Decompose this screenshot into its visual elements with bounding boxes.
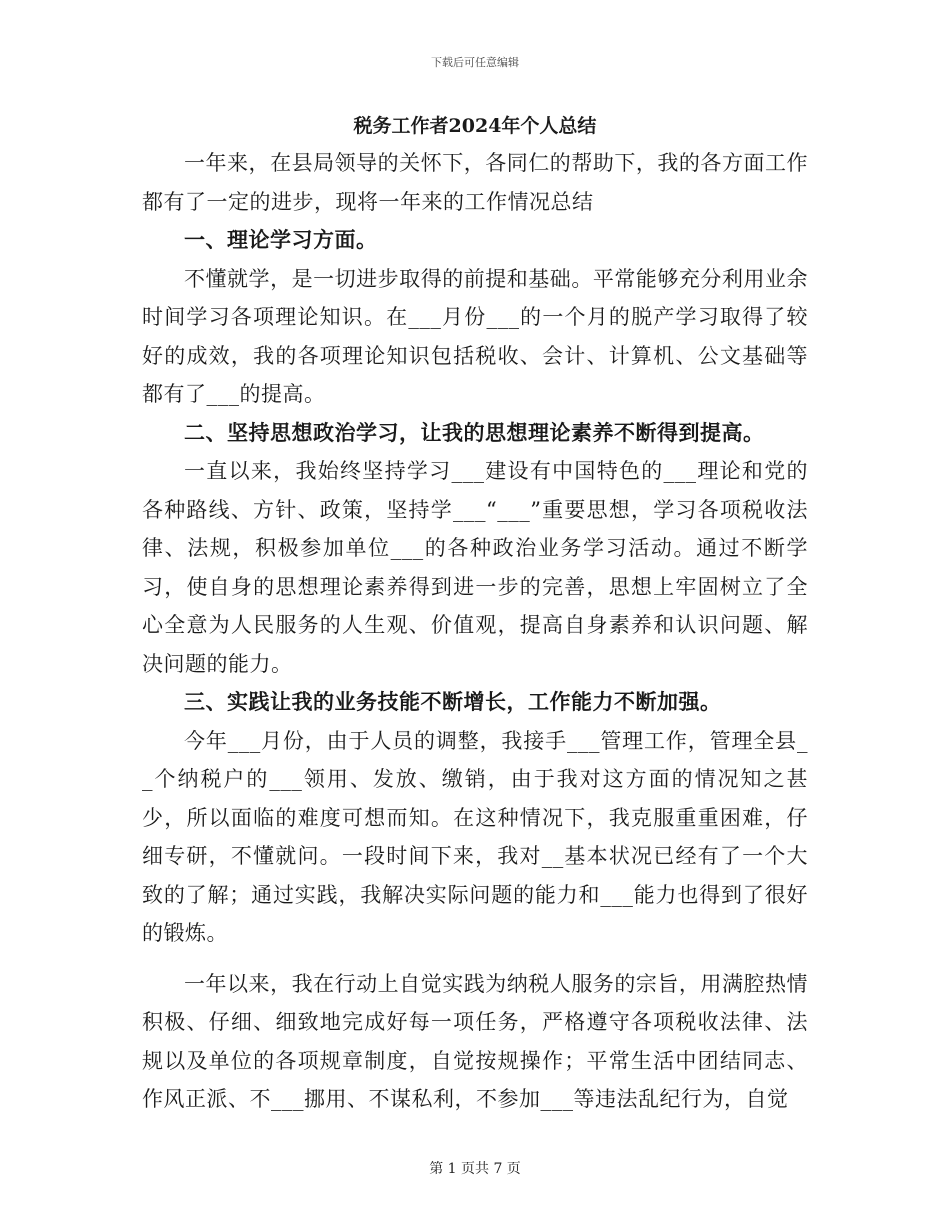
page-number-footer: 第 1 页共 7 页 xyxy=(429,1161,521,1177)
document-body xyxy=(142,108,808,1119)
section-1-paragraph: 不懂就学，是一切进步取得的前提和基础。平常能够充分利用业余时间学习各项理论知识。在___月份___的一个月的脱产学习取得了较好的成效，我的各项理论知识包括税收、会计、计算机、公文基础等都有了___的提高。 xyxy=(142,266,808,406)
section-3-paragraph: 今年___月份，由于人员的调整，我接手___管理工作，管理全县__个纳税户的___领用、发放、缴销，由于我对这方面的情况知之甚少，所以面临的难度可想而知。在这种情况下，我克服重重困难，仔细专研，不懂就问。一段时间下来，我对__基本状况已经有了一个大致的了解；通过实践，我解决实际问题的能力和___能力也得到了很好的锻炼。 xyxy=(142,728,808,945)
intro-paragraph: 一年来，在县局领导的关怀下，各同仁的帮助下，我的各方面工作都有了一定的进步，现将一年来的工作情况总结 xyxy=(142,151,808,214)
section-3-heading: 三、实践让我的业务技能不断增长，工作能力不断加强。 xyxy=(184,689,722,714)
section-1-heading: 一、理论学习方面。 xyxy=(184,227,378,252)
section-2-heading: 二、坚持思想政治学习，让我的思想理论素养不断得到提高。 xyxy=(184,419,765,445)
document-title: 税务工作者2024年个人总结 xyxy=(353,115,597,137)
closing-paragraph: 一年以来，我在行动上自觉实践为纳税人服务的宗旨，用满腔热情积极、仔细、细致地完成好每一项任务，严格遵守各项税收法律、法规以及单位的各项规章制度，自觉按规操作；平常生活中团结同志、作风正派、不___挪用、不谋私利，不参加___等违法乱纪行为，自觉 xyxy=(142,971,808,1111)
page-header-note: 下载后可任意编辑 xyxy=(431,56,519,69)
section-2-paragraph: 一直以来，我始终坚持学习___建设有中国特色的___理论和党的各种路线、方针、政策，坚持学___“___”重要思想，学习各项税收法律、法规，积极参加单位___的各种政治业务学习活动。通过不断学习，使自身的思想理论素养得到进一步的完善，思想上牢固树立了全心全意为人民服务的人生观、价值观，提高自身素养和认识问题、解决问题的能力。 xyxy=(142,459,808,676)
